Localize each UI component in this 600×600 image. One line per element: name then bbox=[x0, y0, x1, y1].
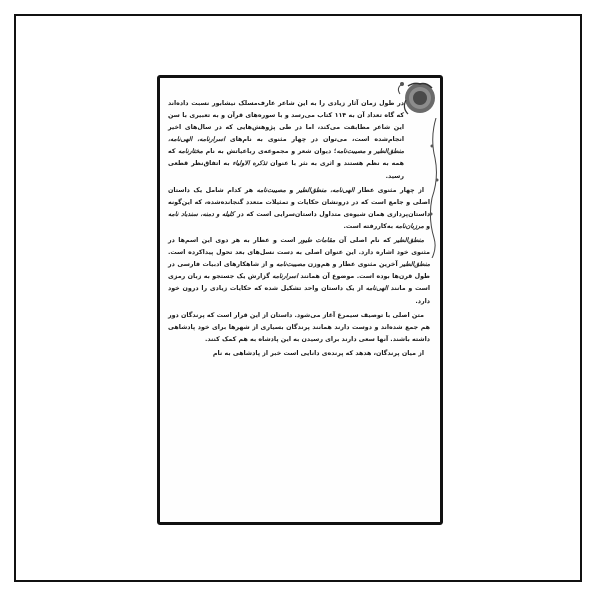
text-run: آخرین مثنوی عطار و هم‌وزن bbox=[305, 261, 401, 269]
text-run: و bbox=[423, 222, 430, 230]
text-run: از چهار مثنوی عطار bbox=[354, 186, 424, 194]
italic-title: منطق‌الطیر bbox=[394, 237, 424, 245]
italic-title: مقامات طیور bbox=[298, 237, 336, 245]
book-page bbox=[157, 75, 443, 525]
text-run: که همه به نظم هستند و اثری به نثر با عنوان bbox=[168, 148, 404, 168]
paragraph bbox=[168, 185, 430, 233]
italic-title: الهی‌نامه، منطق‌الطیر bbox=[296, 186, 355, 194]
text-run: و از شاهکارهای ادبیات فارسی در طول قرن‌ها بوده است. موضوع آن همانند bbox=[168, 261, 430, 281]
italic-title: تذکره الاولیاء bbox=[232, 160, 268, 168]
body-text bbox=[168, 98, 430, 362]
italic-title: مصیبت‌نامه bbox=[276, 261, 306, 269]
paragraph bbox=[168, 348, 430, 360]
italic-title: کلیله و دمنه، سندباد نامه bbox=[168, 210, 235, 218]
text-run: از یک داستان واحد تشکیل شده که حکایات زیادی را درون خود دارد. bbox=[168, 285, 430, 305]
italic-title: مختارنامه bbox=[178, 148, 203, 156]
italic-title: مصیبت‌نامه bbox=[256, 186, 286, 194]
text-run: از میان پرندگان، هدهد که پرنده‌ی دانایی است خبر از پادشاهی به نام bbox=[212, 349, 424, 357]
text-run: به اتفاق‌نظر قطعی رسید. bbox=[168, 160, 404, 180]
text-run: گزارش یک جستجو به زبان رمزی است و مانند bbox=[168, 273, 430, 293]
paragraph bbox=[168, 98, 430, 183]
text-run: در طول زمان آثار زیادی را به این شاعر عارف‌مسلک نیشابور نسبت داده‌اند که گاه تعداد آن به ۱۱۴ کتاب می‌رسد و با سوره‌های قرآن و به تعبیری با سن این شاعر مطابقت می‌کند، اما در طی پژوهش‌هایی که در سال‌های اخیر انجام‌شده است، می‌توان در چهار مثنوی به نام‌های bbox=[168, 100, 404, 144]
italic-title: منطق‌الطیر bbox=[400, 261, 430, 269]
text-run: و bbox=[285, 186, 297, 194]
italic-title: اسرارنامه، الهی‌نامه، منطق‌الطیر و مصیبت‌نامه bbox=[168, 136, 404, 156]
italic-title: الهی‌نامه bbox=[365, 285, 389, 293]
text-run: هر کدام شامل یک داستان اصلی و جامع است که در درونشان حکایات و تمثیلات متعدد گنجانده‌شده، که این‌گونه داستان‌پردازی همان شیوه‌ی متداول داستان‌سرایی است که در bbox=[168, 186, 430, 218]
text-run: متن اصلی با توصیف سیمرغ آغاز می‌شود. داستان از این قرار است که پرندگان دور هم جمع شده‌اند و دوست دارند همانند پرندگان بسیاری از شهرها برای خود پادشاهی داشته باشند. آنها سعی دارند برای رسیدن به این پادشاه به هم کمک کنند. bbox=[168, 311, 430, 343]
paragraph bbox=[168, 310, 430, 346]
italic-title: مرزبان‌نامه bbox=[395, 222, 424, 230]
paragraph bbox=[168, 235, 430, 308]
text-run: که نام اصلی آن bbox=[335, 237, 395, 245]
italic-title: اسرارنامه bbox=[272, 273, 298, 281]
text-run: به‌کاررفته است. bbox=[343, 222, 396, 230]
text-run: است و عطار به هر دوی این اسم‌ها در مثنوی خود اشاره دارد. این عنوان اصلی به دست نسل‌های بعد تحول پیداکرده است. bbox=[168, 237, 430, 257]
text-run: ؛ دیوان شعر و مجموعه‌ی رباعیاتش به نام bbox=[202, 148, 337, 156]
